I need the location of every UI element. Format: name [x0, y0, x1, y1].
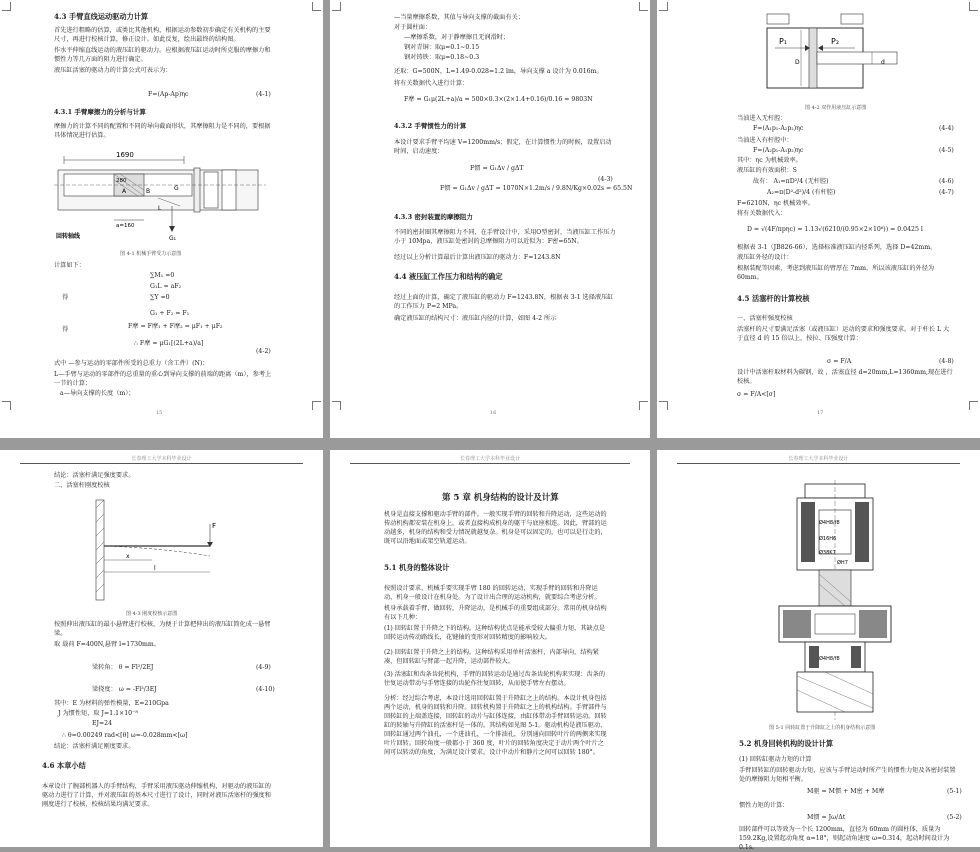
dimension-label: x	[126, 553, 130, 560]
crop-mark	[2, 401, 11, 410]
document-page	[330, 0, 650, 438]
equation: M驱 = M惯 + M密 + M摩	[807, 788, 885, 795]
force-label: G	[174, 185, 179, 192]
crop-mark	[639, 2, 648, 11]
paragraph: EJ=24	[92, 720, 113, 727]
crop-mark	[969, 401, 978, 410]
paragraph: 按照设计要求，机械手要实现手臂 180 的回转运动，实现手臂的回转和升降运动，机身一般设计在机身处。为了设计出合理的运动机构，就要综合考虑分析。	[384, 585, 601, 601]
page-number: 16	[490, 410, 497, 416]
document-page	[330, 450, 650, 847]
paragraph: 本设计要求手臂平均速 V=1200mm/s；假定，在计算惯性力的时候，设置启动时间，启动速度：	[394, 139, 612, 155]
equation-number: (5-1)	[947, 788, 962, 795]
axis-label: 回转轴线	[56, 233, 81, 240]
dimension-label: d	[881, 59, 885, 66]
force-label: F	[212, 522, 217, 530]
force-label: G₁	[169, 235, 177, 242]
paragraph: 一、活塞杆强度校核	[737, 315, 793, 322]
subsection-heading: 4.3.1 手臂摩擦力的分析与计算	[54, 108, 146, 116]
equation-number: (4-5)	[939, 147, 954, 154]
page-number: 17	[817, 410, 824, 416]
paragraph: 对于圆柱面：	[394, 24, 432, 31]
equation: ∴ F摩 = μG₁[(2L+a)/a]	[134, 340, 204, 347]
running-header: 长春理工大学本科毕业设计	[788, 456, 849, 462]
crop-mark	[969, 2, 978, 11]
paragraph: 分析：经过综合考虑，本设计选用回转缸置于升降缸之上的结构。本设计机身包括两个运动，机身的回转和升降。回转机构置于升降缸之上的机构结构。手臂部件与回转缸的上端盖连接，回转缸的动片与缸体连接，由缸体带动手臂回转运动。回转缸的转轴与升降缸的活塞杆是一体的。其结构如见图 5-1。驱动机构是液压驱动，回转缸通过两个油孔，一个进油孔，一个排油孔，分别通向回转叶片的两侧来实现叶片回转。回转角度一般都小于 360 度，叶片的回转角度决定于动片两个叶片之间可以转动的角度，为满足设计要求，设计中动片和静片之间可以回转 180°。	[384, 695, 607, 756]
paragraph: —当量摩擦系数，其值与导向支撑的截面有关；	[394, 14, 524, 21]
crop-mark	[639, 401, 648, 410]
paragraph: 二、活塞杆刚度校核	[54, 482, 110, 489]
paragraph: (3) 活塞缸和齿条齿轮机构，手臂的回转运动是通过齿条齿轮机构来实现：齿条的往复运动带动与手臂连接的齿轮作往复回转，从而使手臂左右摆动。	[384, 671, 606, 687]
paragraph: 机身承载着手臂，做回转，升降运动，是机械手的重要组成部分。常用的机身结构有以下几种：	[384, 605, 607, 621]
figure-caption: 图 4-1 机械手臂受力示意图	[120, 251, 182, 257]
page-number: 15	[156, 410, 163, 416]
paragraph: 式中 —参与运动的零部件所受的总重力（含工件）(N)；	[54, 360, 209, 367]
paragraph: 当油进入无杆腔：	[737, 115, 787, 122]
equation: G₁ + F₂ = F₁	[150, 310, 190, 317]
section-heading: 4.4 液压缸工作压力和结构的确定	[394, 272, 503, 281]
arm-force-diagram	[54, 146, 266, 246]
equation: F=(Ap-Ap)ηc	[148, 91, 189, 98]
paragraph: 取 载荷 F=400N,悬臂 l=1730mm。	[54, 641, 160, 648]
paragraph: 将有关数据代入进行计算：	[394, 80, 469, 87]
paragraph: 设计中活塞杆取材料为碳钢，故 ，活塞直径 d=20mm,L=1360mm,现在进行校核。	[737, 369, 953, 385]
paragraph: 钢对青铜：取μ=0.1~0.15	[404, 44, 480, 51]
double-acting-cylinder-diagram	[757, 8, 902, 98]
equation: G₁L = aF₂	[150, 283, 182, 290]
fit-annotation: Ø16H6	[819, 536, 837, 542]
equation-number: (4-4)	[939, 125, 954, 132]
running-header: 长春理工大学本科毕业设计	[459, 456, 520, 462]
paragraph: 摩擦力的计算不同的配置和不同的导向截面形状，其摩擦阻力是不同的，要根据具体情况进行估算。	[54, 123, 271, 139]
equation: σ = F/A	[827, 358, 852, 365]
paragraph: 液压缸活塞的驱动力的计算公式可表示为：	[54, 67, 172, 74]
section-heading: 4.5 活塞杆的计算校核	[737, 294, 810, 303]
equation-number: (4-8)	[939, 358, 954, 365]
paragraph: 本章设计了腕部机器人的手臂结构，手臂采用液压驱动伸缩机构，对驱动的液压缸的驱动力进行了计算，并对液压缸的基本尺寸进行了设计，同时对液压活塞杆的强度和刚度进行了校核，校核结果均满足要求。	[42, 783, 271, 808]
crop-mark	[2, 2, 11, 11]
equation-number: (4-2)	[256, 348, 271, 355]
crop-mark	[659, 401, 668, 410]
equation-number: (4-7)	[939, 189, 954, 196]
equation: A₂=π(D²-d²)/4 (有杆腔)	[767, 189, 836, 196]
paragraph: J 为惯性矩，取 J=1.1×10⁻⁸	[58, 710, 138, 717]
subsection-heading: 4.3.2 手臂惯性力的计算	[394, 122, 467, 130]
paragraph: 活塞杆的尺寸要满足活塞（或液压缸）运动的要求和强度要求。对于杆长 L 大于直径 d 的 15 倍以上，按拉、压强度计算：	[737, 326, 950, 342]
paragraph: 回转部件可以等效为一个长 1200mm，直径为 60mm 的圆柱体，质量为 159.2Kg,设置起动角度 α=18°，则起动角速度 ω=0.314，起动时间设计为 0.1s。	[739, 826, 950, 851]
figure-caption: 图 4-2 双作用液压缸示意图	[805, 105, 867, 111]
paragraph: 确定液压缸的结构尺寸：液压缸内径的计算，如图 4-2 所示	[394, 315, 557, 322]
paragraph: F=6210N，ηc 机械效率。	[737, 200, 814, 207]
paragraph: 首先进行粗略的估算，或类比其他机构，根据运动参数初步确定有关机构的主要尺寸，再进行校核计算，修正设计。如此反复，绘出最终的结构图。	[54, 27, 271, 43]
paragraph: (1) 回转缸置于升降之下的结构。这种结构优点是能承受较大偏重力矩，其缺点是回转运动传动路线长，花键轴的变形对回转精度的影响较大。	[384, 625, 606, 641]
paragraph: L—手臂与运动的零部件的总重量的重心到导向支撑的前端的距离（m），参考上一节的计算；	[54, 371, 272, 387]
crop-mark	[332, 401, 341, 410]
paragraph: 当油进入有杆腔中：	[737, 137, 793, 144]
fit-annotation: Ø4H8/f8	[819, 520, 840, 526]
paragraph: 其中：ηc 为机械效率。	[737, 157, 802, 164]
paragraph: 其中：E 为材料的弹性模量，E=210Gpa	[54, 700, 169, 707]
fit-annotation: Ø4H8/f8	[819, 656, 840, 662]
paragraph: 作水平伸缩直线运动的液压缸的驱动力。应根据液压缸运动时所克服的摩擦力和惯性力等几方面的阻力进行确定。	[54, 47, 271, 63]
header-rule	[20, 463, 303, 464]
equation: σ = F/A<[σ]	[737, 391, 776, 398]
fit-annotation: Ø38K7	[819, 550, 836, 556]
section-heading: 5.1 机身的整体设计	[384, 563, 450, 572]
paragraph: 经过上面的计算，确定了液压缸的驱动力 F=1243.8N，根据表 3-1 选择液压缸的工作压力 P=2 MPa。	[394, 294, 614, 310]
cantilever-diagram	[92, 494, 232, 606]
document-page	[657, 0, 980, 438]
crop-mark	[312, 2, 321, 11]
equation: ∴ θ=0.00249 rad<[θ] ω=-0.028mm<[ω]	[62, 732, 188, 739]
document-page	[0, 0, 323, 438]
figure-caption: 图 4-3 刚度校核示意图	[126, 611, 178, 617]
paragraph: a—导向支撑的长度（m）；	[60, 390, 135, 397]
equation-number: (5-2)	[947, 814, 962, 821]
paragraph: 结论：活塞杆满足强度要求。	[54, 472, 135, 479]
equation-number: (4-6)	[939, 178, 954, 185]
crop-mark	[312, 401, 321, 410]
paragraph: 根据表 3-1（JB826-66），选择标准液压缸内径系列，选择 D=42mm。	[737, 244, 937, 251]
dimension-label: a=160	[116, 223, 135, 229]
label: 得	[62, 294, 69, 301]
equation: F=(A₂p₁-A₁p₂)ηc	[753, 147, 804, 154]
section-heading: 5.2 机身回转机构的设计计算	[739, 739, 834, 748]
equation-number: (4-3)	[598, 176, 613, 183]
label: 得	[62, 326, 69, 333]
equation: F摩 = F摩₁ + F摩₂ = μF₁ + μF₂	[128, 323, 223, 330]
pressure-label: P₁	[779, 37, 788, 46]
document-page	[657, 450, 980, 851]
equation: F=(A₁p₁-A₂p₂)ηc	[753, 125, 804, 132]
equation: F惯 = G₁Δv / gΔT = 1070N×1.2m/s / 9.8N/Kg×0.02s = 65.5N	[440, 185, 633, 192]
point-label: A	[122, 188, 127, 195]
document-page	[0, 450, 323, 847]
paragraph: 液压缸外径的设计：	[737, 254, 793, 261]
paragraph: —摩擦系数，对于静摩擦且无润滑时；	[404, 34, 510, 41]
point-label: B	[146, 188, 151, 195]
dimension-label: l	[154, 565, 156, 572]
paragraph: 机身是直接支撑和驱动手臂的部件。一般实现手臂的回转和升降运动，这些运动的传动机构都安装在机身上，或者直接构成机身的躯干与底座相连。因此，臂部的运动越多，机身的结构和受力情况就越复杂。机身是可以固定的，也可以是行走的，既可以沿地面或架空轨道运动。	[384, 511, 607, 545]
equation: 梁转角： θ = Fl²/2EJ	[92, 664, 154, 671]
paragraph: 计算如下：	[54, 262, 85, 269]
paragraph: 不同的密封圈其摩擦阻力不同，在手臂设计中，采用O型密封，当液压缸工作压力小于 10Mpa，液压缸处密封的总摩擦阻力可以近似为：F密=65N。	[394, 229, 616, 245]
pressure-label: P₂	[831, 37, 840, 46]
figure-caption: 图 5-1 回转缸置于升降缸之上的机身结构示意图	[769, 725, 876, 731]
paragraph: (1) 回转缸驱动力矩的计算	[739, 756, 812, 763]
dimension-label: L	[158, 205, 162, 212]
paragraph: 钢对铸铁：取μ=0.18~0.3	[404, 54, 480, 61]
equation: F惯 = G₁Δv / gΔT	[470, 165, 524, 172]
header-rule	[350, 463, 630, 464]
paragraph: 液压缸的有效面积：S	[737, 167, 797, 174]
paragraph: 手臂回转缸的回转驱动力矩，应该与手臂运动时所产生的惯性力矩及各密封装置处的摩擦阻力矩相平衡。	[739, 767, 956, 783]
fit-annotation: ØH7	[837, 560, 848, 566]
running-header: 长春理工大学本科毕业设计	[131, 456, 192, 462]
paragraph: 惯性力矩的计算：	[739, 802, 789, 809]
equation: 梁挠度： ω = -Fl³/3EJ	[92, 686, 157, 693]
section-heading: 4.6 本章小结	[42, 761, 86, 770]
subsection-heading: 4.3.3 密封装置的摩擦阻力	[394, 213, 473, 221]
equation-number: (4-9)	[256, 664, 271, 671]
equation: D = √(4F/πpηc) = 1.13√(6210/(0.95×2×10⁶)) = 0.0425 l	[747, 226, 923, 233]
crop-mark	[659, 2, 668, 11]
equation: ∑M₁ =0	[150, 272, 175, 279]
paragraph: (2) 回转缸置于升降之上的结构。这种结构采用单杆活塞杆，内部导向，结构紧凑，但回转缸与臂部一起升降，运动部件较大。	[384, 649, 599, 665]
section-heading: 4.3 手臂直线运动驱动力计算	[54, 12, 149, 21]
crop-mark	[332, 2, 341, 11]
dimension-label: 280	[116, 178, 127, 184]
rotary-cylinder-assembly-drawing	[775, 480, 903, 720]
paragraph: 按照伸出液压缸的最小悬臂进行校核，为便于计算把伸出的液压缸简化成一悬臂梁。	[54, 621, 271, 637]
header-rule	[677, 463, 960, 464]
equation: F摩 = G₁μ(2L+a)/a = 500×0.3×(2×1.4+0.16)/0.16 = 9803N	[404, 96, 593, 103]
dimension-label: D	[795, 59, 800, 66]
equation: M惯 = Jω/Δt	[807, 814, 846, 821]
chapter-title: 第 5 章 机身结构的设计及计算	[442, 493, 559, 503]
equation: 故有： A₁=πD²/4 (无杆腔)	[753, 178, 829, 185]
equation-number: (4-1)	[256, 91, 271, 98]
paragraph: 将有关数据代入：	[737, 210, 787, 217]
paragraph: 经过以上分析计算最后计算出液压缸的驱动力：F=1243.8N	[394, 254, 561, 261]
dimension-label: 1690	[116, 151, 134, 159]
paragraph: 还取：G=500N，L=1.49-0.028=1.2 lm，导向支撑 a 设计为 0.016m。	[394, 68, 603, 75]
equation: ∑Y =0	[150, 294, 170, 301]
paragraph: 根据装配等因素，考虑到液压缸的臂厚在 7mm，所以该液压缸的外径为 60mm。	[737, 265, 935, 281]
equation-number: (4-10)	[256, 686, 275, 693]
paragraph: 结论：活塞杆满足刚度要求。	[54, 743, 135, 750]
